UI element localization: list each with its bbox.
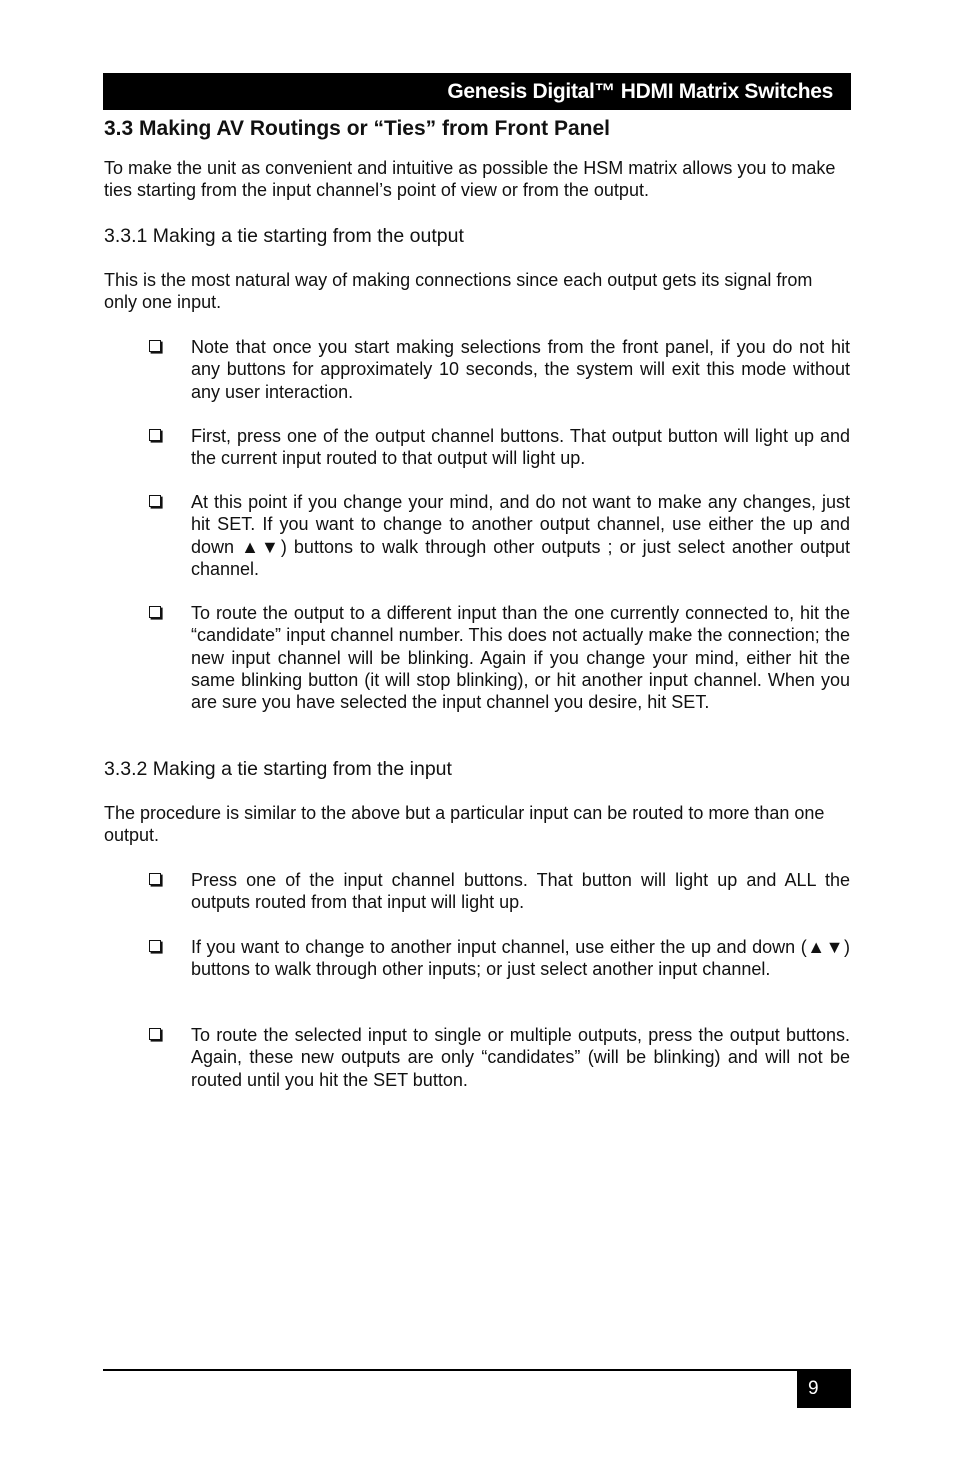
checkbox-icon <box>149 1028 161 1040</box>
list-item <box>149 336 850 403</box>
list-item-text: If you want to change to another input channel, use either the up and down (▲▼) buttons to walk through other inputs; or just select another input channel. <box>191 937 850 980</box>
running-header <box>103 73 851 110</box>
checkbox-icon <box>149 940 161 952</box>
section-intro: To make the unit as convenient and intuitive as possible the HSM matrix allows you to make ties starting from the input channel’s point of view or from the output. <box>104 158 836 201</box>
checkbox-icon <box>149 495 161 507</box>
footer-rule <box>103 1369 851 1371</box>
subsection-2-intro: The procedure is similar to the above but a particular input can be routed to more than one output. <box>104 803 825 846</box>
list-item <box>149 491 850 580</box>
subsection-2-title: 3.3.2 Making a tie starting from the input <box>104 758 452 780</box>
section-title: 3.3 Making AV Routings or “Ties” from Front Panel <box>104 117 611 140</box>
list-item-text: Press one of the input channel buttons. That button will light up and ALL the outputs routed from that input will light up. <box>191 870 850 913</box>
checkbox-icon <box>149 873 161 885</box>
checkbox-icon <box>149 340 161 352</box>
checkbox-icon <box>149 429 161 441</box>
subsection-1-title: 3.3.1 Making a tie starting from the output <box>104 225 464 247</box>
list-item <box>149 869 850 914</box>
checkbox-icon <box>149 606 161 618</box>
list-item <box>149 936 850 981</box>
list-item-text: Note that once you start making selections from the front panel, if you do not hit any buttons for approximately 10 seconds, the system will exit this mode without any user interaction. <box>191 337 850 402</box>
list-item <box>149 602 850 713</box>
list-item <box>149 1024 850 1091</box>
page-number <box>797 1371 851 1408</box>
running-header-title: Genesis Digital™ HDMI Matrix Switches <box>447 80 833 103</box>
list-item-text: To route the selected input to single or multiple outputs, press the output buttons. Again, these new outputs are only “candidates” (will be blinking) and will not be routed until you hit the SET button. <box>191 1025 850 1090</box>
list-item <box>149 425 850 470</box>
page-number-label: 9 <box>808 1378 819 1399</box>
subsection-1-intro: This is the most natural way of making connections since each output gets its signal from only one input. <box>104 270 813 313</box>
list-item-text: At this point if you change your mind, and do not want to make any changes, just hit SET. If you want to change to another output channel, use either the up and down ▲▼) buttons to walk through other outputs ; or just select another output channel. <box>191 492 850 579</box>
list-item-text: To route the output to a different input than the one currently connected to, hit the “candidate” input channel number. This does not actually make the connection; the new input channel will be blinking. Again if you change your mind, either hit the same blinking button (it will stop blinking), or hit another input channel. When you are sure you have selected the input channel you desire, hit SET. <box>191 603 850 713</box>
list-item-text: First, press one of the output channel buttons. That output button will light up and the current input routed to that output will light up. <box>191 426 850 469</box>
